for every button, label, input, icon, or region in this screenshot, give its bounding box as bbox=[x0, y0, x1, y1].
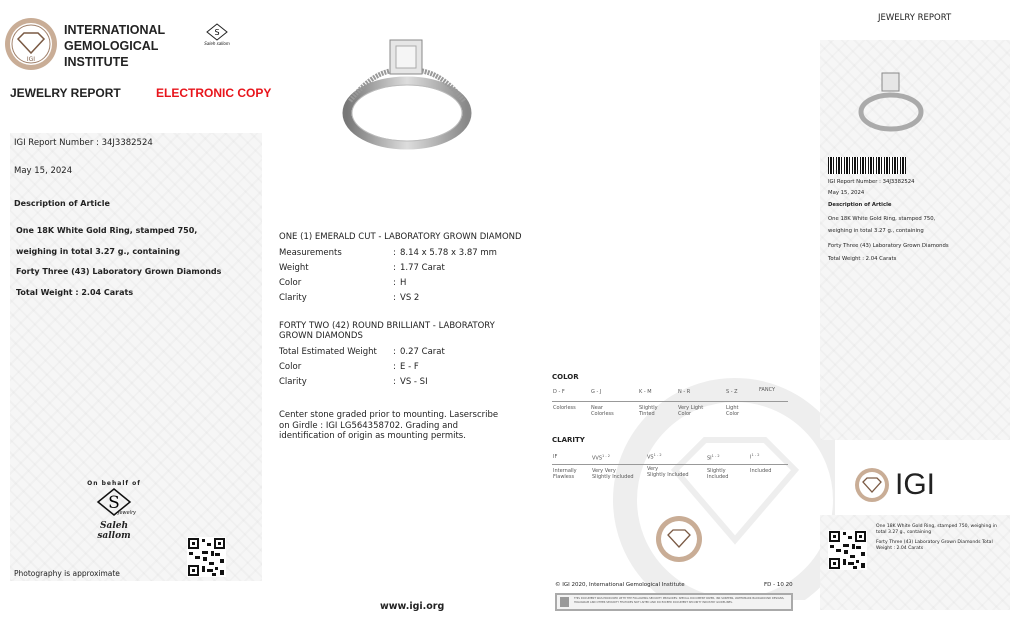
description-line: Total Weight : 2.04 Carats bbox=[16, 288, 134, 297]
partner-logo-small bbox=[203, 22, 231, 46]
right-description-line: Forty Three (43) Laboratory Grown Diamonds bbox=[828, 243, 949, 249]
svg-text:Saleh sallom: Saleh sallom bbox=[204, 41, 230, 46]
stone2-color-row: Color : E - F bbox=[279, 362, 419, 372]
clarity-scale-title: CLARITY bbox=[552, 436, 585, 444]
color-descriptions: Colorless Near Colorless Slightly Tinted Very Light Color Light Color bbox=[553, 405, 740, 417]
weight-row: Weight : 1.77 Carat bbox=[279, 263, 445, 273]
org-name-line2: GEMOLOGICAL bbox=[64, 39, 159, 53]
svg-text:S: S bbox=[108, 493, 120, 513]
stone2-heading: FORTY TWO (42) ROUND BRILLIANT - LABORATORY GROWN DIAMONDS bbox=[279, 321, 495, 341]
comments: Center stone graded prior to mounting. Laserscribe on Girdle : IGI LG564358702. Grading and identification of origin as mounting permits. bbox=[279, 410, 499, 441]
photography-note: Photography is approximate bbox=[14, 569, 120, 578]
copyright: © IGI 2020, International Gemological Institute bbox=[555, 582, 685, 588]
security-note-box: THIS DOCUMENT WAS PRODUCED WITH THE FOLLOWING SECURITY MEASURES: SPECIAL DOCUMENT PAPER, INK SCREENS, WATERMARK BACKGROUND DESIGNS, HOLOGRAM AND OTHER SECURITY FEATURES NOT LISTED AND DO EXCEED DOCUMENT SECURITY INDUSTRY GUIDELINES. bbox=[555, 593, 793, 611]
right-description-line: weighing in total 3.27 g., containing bbox=[828, 228, 924, 234]
color-row: Color : H bbox=[279, 278, 407, 288]
document-icon bbox=[560, 597, 569, 607]
report-date: May 15, 2024 bbox=[14, 166, 73, 176]
clarity-row: Clarity : VS 2 bbox=[279, 293, 420, 303]
report-type-title: JEWELRY REPORT bbox=[10, 86, 121, 100]
right-description-line: One 18K White Gold Ring, stamped 750, bbox=[828, 216, 936, 222]
ring-thumbnail bbox=[857, 70, 925, 134]
org-name-line1: INTERNATIONAL bbox=[64, 23, 166, 37]
color-scale-title: COLOR bbox=[552, 373, 579, 381]
svg-text:S: S bbox=[214, 28, 220, 37]
website-link[interactable]: www.igi.org bbox=[380, 601, 445, 612]
stone2-clarity-row: Clarity : VS - SI bbox=[279, 377, 428, 387]
total-weight-row: Total Estimated Weight : 0.27 Carat bbox=[279, 347, 445, 357]
stone1-heading: ONE (1) EMERALD CUT - LABORATORY GROWN DIAMOND bbox=[279, 232, 522, 242]
description-line: Forty Three (43) Laboratory Grown Diamonds bbox=[16, 267, 222, 276]
clarity-scale: IF VVS$^{1 - 2}$ VS$^{1 - 2}$ SI$^{1 - 2}$ $I^{1 - 2}$ bbox=[552, 448, 788, 465]
right-report-number: IGI Report Number : 34J3382524 bbox=[828, 179, 915, 185]
electronic-copy-label: ELECTRONIC COPY bbox=[156, 86, 272, 100]
card-line2: Forty Three (43) Laboratory Grown Diamonds Total Weight : 2.04 Carats bbox=[876, 540, 993, 551]
org-name-line3: INSTITUTE bbox=[64, 55, 129, 69]
right-description-line: Total Weight : 2.04 Carats bbox=[828, 256, 897, 262]
color-scale: D - F G - J K - M N - R S - Z FANCY bbox=[552, 386, 788, 402]
report-number: IGI Report Number : 34J3382524 bbox=[14, 138, 153, 148]
description-heading: Description of Article bbox=[14, 199, 110, 208]
description-line: weighing in total 3.27 g., containing bbox=[16, 247, 181, 256]
right-qr-code[interactable] bbox=[828, 530, 867, 570]
igi-logo: IGI bbox=[854, 467, 935, 503]
qr-code[interactable] bbox=[187, 537, 226, 577]
svg-text:IGI: IGI bbox=[26, 56, 36, 63]
description-line: One 18K White Gold Ring, stamped 750, bbox=[16, 226, 198, 235]
right-date: May 15, 2024 bbox=[828, 190, 865, 196]
igi-seal-logo bbox=[4, 17, 58, 71]
barcode bbox=[828, 157, 906, 174]
measurements-row: Measurements : 8.14 x 5.78 x 3.87 mm bbox=[279, 248, 497, 258]
on-behalf-logo: On behalf of S Jewelry Saleh sallom bbox=[87, 480, 141, 541]
card-line1: One 18K White Gold Ring, stamped 750, weighing in total 3.27 g., containing bbox=[876, 524, 997, 535]
right-report-title: JEWELRY REPORT bbox=[878, 13, 952, 23]
right-description-heading: Description of Article bbox=[828, 202, 892, 208]
clarity-descriptions: Internally Flawless Very Very Slightly Included Very Slightly Included Slightly Included Included bbox=[553, 466, 772, 480]
form-code: FD - 10 20 bbox=[764, 582, 793, 588]
igi-seal-small bbox=[655, 515, 703, 563]
ring-photo bbox=[340, 35, 475, 153]
